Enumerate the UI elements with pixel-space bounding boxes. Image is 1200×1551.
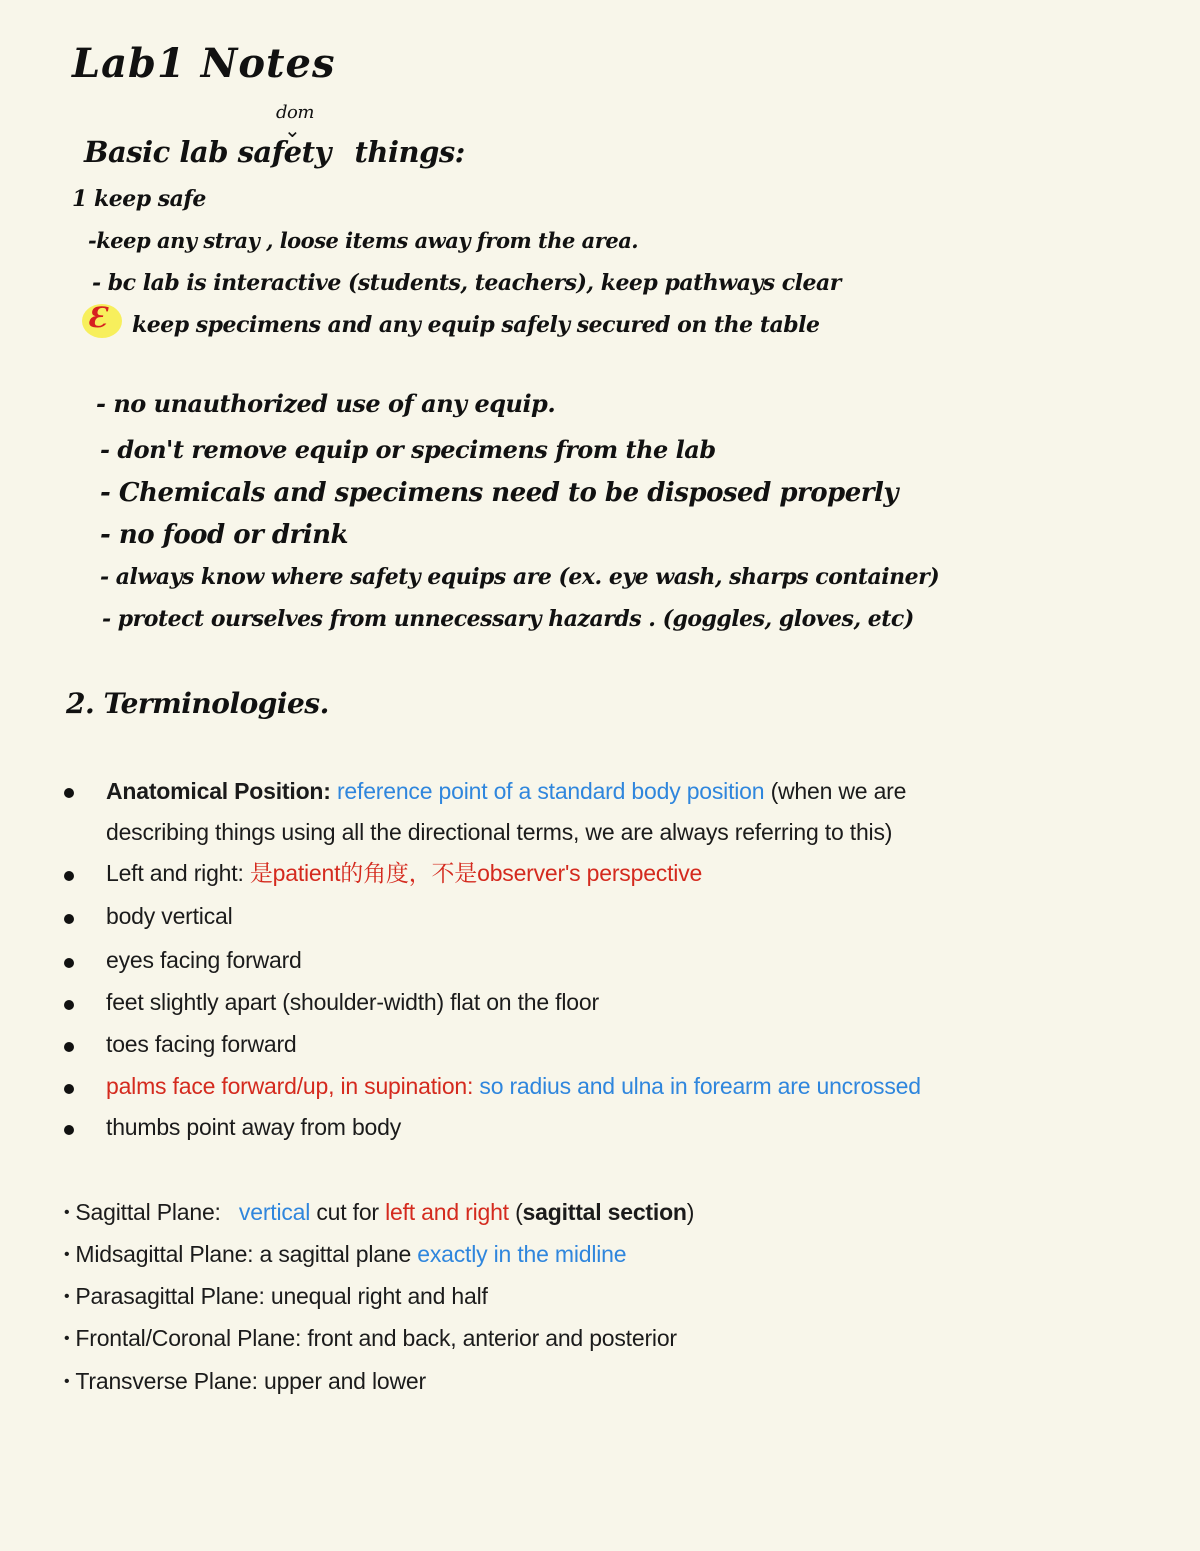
term-label: Left and right: (106, 860, 250, 886)
list-item-anatomical-continued: describing things using all the directional terms, we are always referring to this) (106, 819, 893, 845)
bullet-dot (64, 788, 74, 798)
bullet-dot (64, 1084, 74, 1094)
plane-bold: sagittal section (522, 1199, 687, 1225)
plane-highlight-blue: vertical (238, 1199, 311, 1225)
term-note: (when we are (764, 778, 907, 804)
list-item-left-right (106, 860, 702, 888)
insertion-arrow-icon: ⌄ (284, 118, 301, 142)
term-definition: so radius and ulna in forearm are uncrossed (479, 1073, 921, 1099)
plane-label: Parasagittal Plane: unequal right and half (75, 1283, 488, 1309)
list-item-feet: feet slightly apart (shoulder-width) flat on the floor (106, 989, 599, 1015)
list-item-eyes: eyes facing forward (106, 947, 302, 973)
safety-heading-prefix: Basic lab safety (84, 135, 331, 169)
plane-text: cut for (310, 1199, 386, 1225)
warning-mark-icon: Ɛ (87, 301, 108, 334)
safety-line-e: - don't remove equip or specimens from the lab (100, 435, 716, 464)
term-definition: reference point of a standard body position (336, 778, 765, 804)
safety-line-g: - no food or drink (100, 520, 349, 550)
plane-midsagittal (64, 1241, 626, 1269)
plane-label: Midsagittal Plane: a sagittal plane (75, 1241, 418, 1267)
bullet-dot (64, 1042, 74, 1052)
plane-text: ( (508, 1199, 523, 1225)
plane-highlight-blue: exactly in the midline (417, 1241, 627, 1267)
safety-line-d: - no unauthorized use of any equip. (96, 389, 556, 418)
plane-label: Frontal/Coronal Plane: front and back, anterior and posterior (75, 1325, 677, 1351)
list-item-toes: toes facing forward (106, 1031, 297, 1057)
safety-line-h: - always know where safety equips are (ex. eye wash, sharps container) (100, 564, 940, 590)
list-item-thumbs: thumbs point away from body (106, 1114, 402, 1140)
bullet-dot (64, 871, 74, 881)
term-definition: 是patient的角度，不是observer's perspective (249, 860, 703, 886)
list-item-palms (106, 1073, 921, 1101)
safety-line-b: - bc lab is interactive (students, teachers), keep pathways clear (92, 270, 841, 296)
list-item-anatomical-position (106, 778, 906, 806)
plane-text: ) (686, 1199, 695, 1225)
bullet-dot (64, 914, 74, 924)
safety-line-i: - protect ourselves from unnecessary hazards . (goggles, gloves, etc) (102, 606, 914, 632)
bullet-dot (64, 1125, 74, 1135)
term-label: palms face forward/up, in supination: (106, 1073, 480, 1099)
safety-heading (84, 135, 465, 169)
plane-sagittal (64, 1199, 694, 1227)
list-item-body-vertical: body vertical (106, 903, 233, 929)
page-title: Lab1 Notes (72, 40, 336, 87)
plane-transverse (64, 1368, 426, 1396)
plane-highlight-red: left and right (385, 1199, 509, 1225)
bullet-dot (64, 958, 74, 968)
safety-line-f: - Chemicals and specimens need to be disposed properly (100, 478, 898, 508)
small-bullet-icon: • (64, 1330, 70, 1347)
insertion-note: dom (276, 102, 314, 123)
section-1-heading: 1 keep safe (72, 186, 206, 212)
small-bullet-icon: • (64, 1288, 70, 1305)
small-bullet-icon: • (64, 1373, 70, 1390)
term-label: Anatomical Position: (106, 778, 331, 804)
section-2-heading: 2. Terminologies. (66, 687, 329, 720)
safety-heading-suffix: things: (354, 135, 465, 169)
safety-line-a: -keep any stray , loose items away from the area. (88, 228, 639, 253)
small-bullet-icon: • (64, 1246, 70, 1263)
bullet-dot (64, 1000, 74, 1010)
plane-frontal (64, 1325, 677, 1353)
small-bullet-icon: • (64, 1204, 70, 1221)
plane-label: Transverse Plane: upper and lower (75, 1368, 426, 1394)
safety-line-c: keep specimens and any equip safely secured on the table (132, 312, 820, 338)
plane-parasagittal (64, 1283, 488, 1311)
plane-label: Sagittal Plane: (75, 1199, 227, 1225)
